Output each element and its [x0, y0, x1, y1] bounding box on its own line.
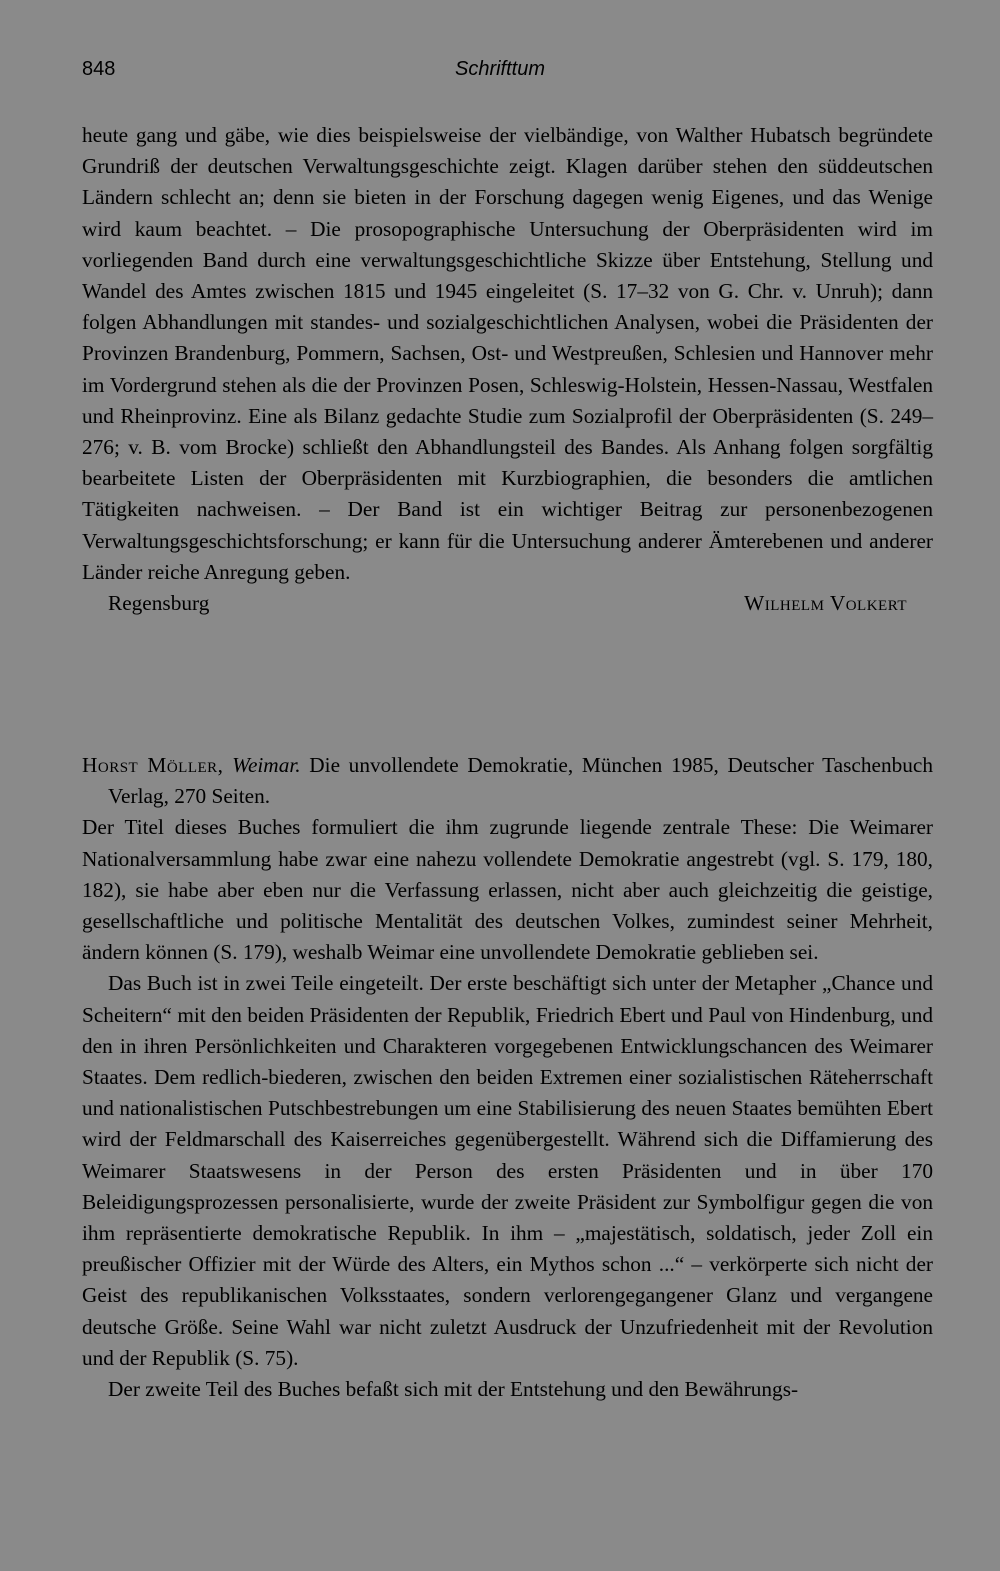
review-paragraph-2: Das Buch ist in zwei Teile eingeteilt. Der erste beschäftigt sich unter der Metapher „Chance und Scheitern“ mit den beiden Präsidenten der Republik, Friedrich Ebert und Paul von Hindenburg, und den in ihren Persönlichkeiten und Charakteren vorgegebenen Entwicklungschancen des Weimarer Staates. Dem redlich-biederen, zwischen den beiden Extremen einer sozialistischen Räteherrschaft und nationalistischen Putschbestrebungen um eine Stabilisierung des neuen Staates bemühten Ebert wird der Feldmarschall des Kaiserreiches gegenübergestellt. Während sich die Diffamierung des Weimarer Staatswesens in der Person des ersten Präsidenten und in über 170 Beleidigungsprozessen personalisierte, wurde der zweite Präsident zur Symbolfigur gegen die von ihm repräsentierte demokratische Republik. In ihm – „majestätisch, soldatisch, jeder Zoll ein preußischer Offizier mit der Würde des Alters, ein Mythos schon ...“ – verkörperte sich nicht der Geist des republikanischen Volksstaates, sondern verlorengegangener Glanz und vergangene deutsche Größe. Seine Wahl war nicht zuletzt Ausdruck der Unzufriedenheit mit der Revolution und der Republik (S. 75).	[82, 971, 933, 1370]
book-citation-details: Die unvollendete Demokratie, München 1985, Deutscher Taschenbuch Verlag, 270 Seiten.	[108, 753, 934, 809]
section-title: Schrifttum	[454, 58, 546, 80]
review-paragraph-1: Der Titel dieses Buches formuliert die ihm zugrunde liegende zentrale These: Die Weimarer Nationalversammlung habe zwar eine nahezu vollendete Demokratie angestrebt (vgl. S. 179, 180, 182), sie habe aber eben nur die Verfassung erlassen, nicht aber auch gleichzeitig die geistige, gesellschaftliche und politische Mentalität des deutschen Volkes, zumindest seiner Mehrheit, ändern können (S. 179), weshalb Weimar eine unvollendete Demokratie geblieben sei.	[82, 815, 933, 965]
review-horst-moeller	[82, 750, 933, 1405]
book-citation	[82, 750, 933, 812]
book-author: Horst Möller,	[82, 753, 224, 777]
review-wilhelm-volkert	[82, 120, 933, 619]
review-signature	[82, 588, 933, 619]
book-title: Weimar.	[232, 753, 301, 777]
reviewer-name: Wilhelm Volkert	[744, 591, 907, 616]
review-paragraph: heute gang und gäbe, wie dies beispielsweise der vielbändige, von Walther Hubatsch begründete Grundriß der deutschen Verwaltungsgeschichte zeigt. Klagen darüber stehen den süddeutschen Ländern schlecht an; denn sie bieten in der Forschung dagegen wenig Eigenes, und das Wenige wird kaum beachtet. – Die prosopographische Untersuchung der Oberpräsidenten wird im vorliegenden Band durch eine verwaltungsgeschichtliche Skizze über Entstehung, Stellung und Wandel des Amtes zwischen 1815 und 1945 eingeleitet (S. 17–32 von G. Chr. v. Unruh); dann folgen Abhandlungen mit standes- und sozialgeschichtlichen Analysen, wobei die Präsidenten der Provinzen Brandenburg, Pommern, Sachsen, Ost- und Westpreußen, Schlesien und Hannover mehr im Vordergrund stehen als die der Provinzen Posen, Schleswig-Holstein, Hessen-Nassau, Westfalen und Rheinprovinz. Eine als Bilanz gedachte Studie zum Sozialprofil der Oberpräsidenten (S. 249–276; v. B. vom Brocke) schließt den Abhandlungsteil des Bandes. Als Anhang folgen sorgfältig bearbeitete Listen der Oberpräsidenten mit Kurzbiographien, die besonders die amtlichen Tätigkeiten nachweisen. – Der Band ist ein wichtiger Beitrag zur personenbezogenen Verwaltungsgeschichtsforschung; er kann für die Untersuchung anderer Ämterebenen und anderer Länder reiche Anregung geben.	[82, 123, 933, 584]
page-number: 848	[82, 58, 116, 80]
running-head	[82, 58, 918, 88]
review-place: Regensburg	[108, 591, 210, 616]
review-paragraph-3: Der zweite Teil des Buches befaßt sich mit der Entstehung und den Bewährungs-	[108, 1377, 799, 1402]
